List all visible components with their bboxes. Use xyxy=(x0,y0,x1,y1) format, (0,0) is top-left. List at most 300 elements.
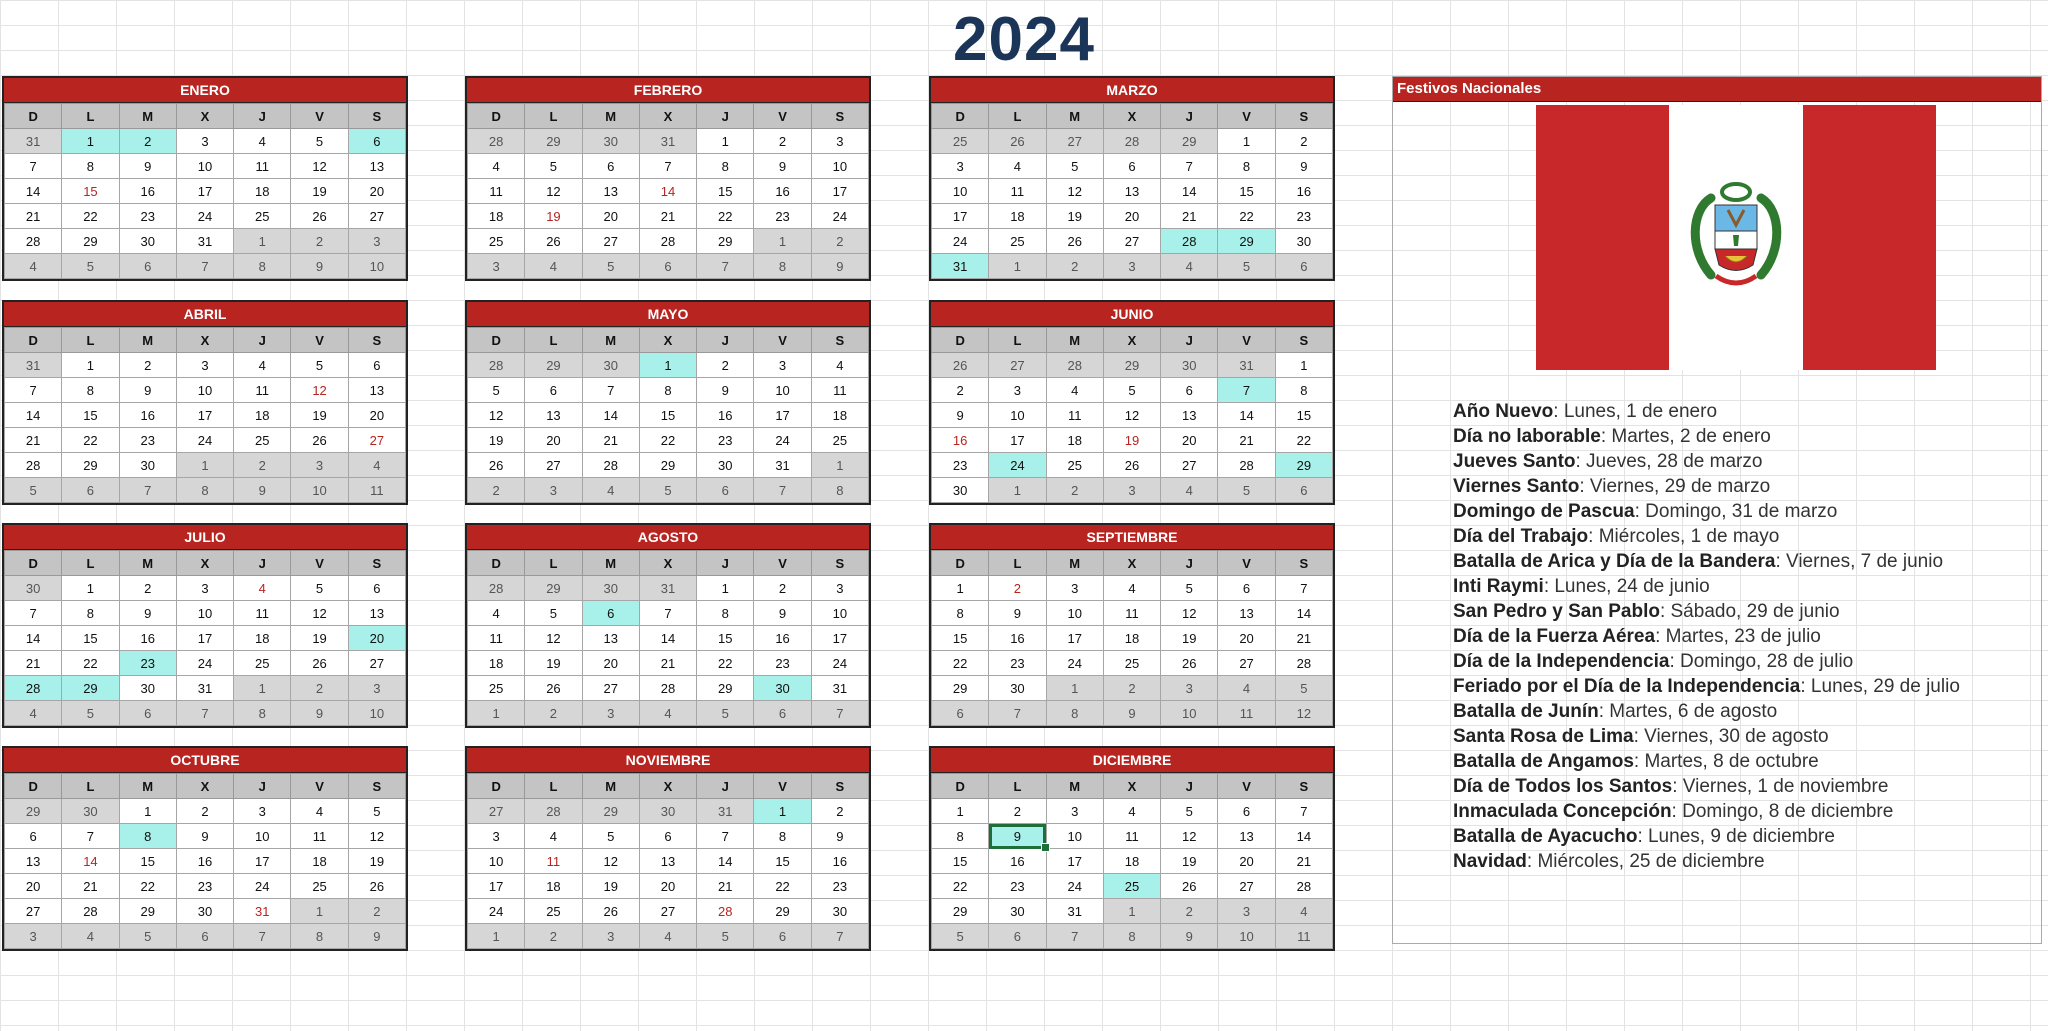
day-cell[interactable]: 6 xyxy=(932,701,989,726)
day-cell[interactable]: 11 xyxy=(234,154,291,179)
day-cell[interactable]: 23 xyxy=(932,453,989,478)
day-cell[interactable]: 9 xyxy=(348,924,405,949)
day-cell[interactable]: 18 xyxy=(1046,428,1103,453)
day-cell[interactable]: 8 xyxy=(62,601,119,626)
day-cell[interactable]: 1 xyxy=(468,924,525,949)
day-cell[interactable]: 7 xyxy=(119,478,176,503)
day-cell[interactable]: 23 xyxy=(989,651,1046,676)
weekday-header[interactable]: M xyxy=(119,551,176,576)
weekday-header[interactable]: V xyxy=(291,774,348,799)
day-cell[interactable]: 2 xyxy=(989,799,1046,824)
weekday-header[interactable]: D xyxy=(932,551,989,576)
day-cell[interactable]: 30 xyxy=(989,899,1046,924)
day-cell[interactable]: 18 xyxy=(234,626,291,651)
day-cell[interactable]: 10 xyxy=(811,601,868,626)
day-cell[interactable]: 8 xyxy=(811,478,868,503)
day-cell[interactable]: 3 xyxy=(348,229,405,254)
day-cell[interactable]: 5 xyxy=(1218,254,1275,279)
day-cell[interactable]: 20 xyxy=(348,179,405,204)
day-cell[interactable]: 17 xyxy=(1046,849,1103,874)
day-cell[interactable]: 22 xyxy=(62,428,119,453)
day-cell[interactable]: 9 xyxy=(989,824,1046,849)
day-cell[interactable]: 3 xyxy=(582,701,639,726)
day-cell[interactable]: 4 xyxy=(5,701,62,726)
weekday-header[interactable]: D xyxy=(5,104,62,129)
festivo-item[interactable] xyxy=(1453,699,2043,724)
weekday-header[interactable]: D xyxy=(932,774,989,799)
festivo-item[interactable] xyxy=(1453,824,2043,849)
day-cell[interactable]: 2 xyxy=(1275,129,1332,154)
day-cell[interactable]: 7 xyxy=(811,701,868,726)
day-cell[interactable]: 20 xyxy=(1161,428,1218,453)
day-cell[interactable]: 19 xyxy=(291,179,348,204)
day-cell[interactable]: 28 xyxy=(62,899,119,924)
day-cell[interactable]: 2 xyxy=(754,576,811,601)
festivo-item[interactable] xyxy=(1453,549,2043,574)
day-cell[interactable]: 17 xyxy=(176,626,233,651)
weekday-header[interactable]: M xyxy=(1046,774,1103,799)
day-cell[interactable]: 4 xyxy=(525,824,582,849)
day-cell[interactable]: 19 xyxy=(1103,428,1160,453)
weekday-header[interactable]: M xyxy=(582,774,639,799)
day-cell[interactable]: 6 xyxy=(1275,478,1332,503)
day-cell[interactable]: 25 xyxy=(1103,874,1160,899)
day-cell[interactable]: 9 xyxy=(1275,154,1332,179)
day-cell[interactable]: 25 xyxy=(234,651,291,676)
day-cell[interactable]: 6 xyxy=(119,254,176,279)
weekday-header[interactable]: L xyxy=(525,104,582,129)
day-cell[interactable]: 5 xyxy=(697,701,754,726)
weekday-header[interactable]: L xyxy=(989,774,1046,799)
day-cell[interactable]: 31 xyxy=(176,676,233,701)
day-cell[interactable]: 17 xyxy=(1046,626,1103,651)
day-cell[interactable]: 2 xyxy=(176,799,233,824)
day-cell[interactable]: 7 xyxy=(5,378,62,403)
weekday-header[interactable]: S xyxy=(348,551,405,576)
day-cell[interactable]: 4 xyxy=(1046,378,1103,403)
day-cell[interactable]: 23 xyxy=(1275,204,1332,229)
day-cell[interactable]: 11 xyxy=(1046,403,1103,428)
day-cell[interactable]: 27 xyxy=(5,899,62,924)
festivo-item[interactable] xyxy=(1453,574,2043,599)
day-cell[interactable]: 25 xyxy=(234,204,291,229)
day-cell[interactable]: 24 xyxy=(989,453,1046,478)
weekday-header[interactable]: M xyxy=(119,104,176,129)
day-cell[interactable]: 31 xyxy=(5,353,62,378)
day-cell[interactable]: 6 xyxy=(1161,378,1218,403)
day-cell[interactable]: 28 xyxy=(1218,453,1275,478)
day-cell[interactable]: 6 xyxy=(348,129,405,154)
weekday-header[interactable]: S xyxy=(348,104,405,129)
month-title[interactable]: MAYO xyxy=(467,302,869,327)
day-cell[interactable]: 14 xyxy=(5,626,62,651)
day-cell[interactable]: 7 xyxy=(1161,154,1218,179)
day-cell[interactable]: 22 xyxy=(119,874,176,899)
day-cell[interactable]: 31 xyxy=(932,254,989,279)
day-cell[interactable]: 19 xyxy=(468,428,525,453)
weekday-header[interactable]: S xyxy=(348,774,405,799)
weekday-header[interactable]: M xyxy=(582,551,639,576)
day-cell[interactable]: 24 xyxy=(1046,874,1103,899)
festivos-title[interactable]: Festivos Nacionales xyxy=(1393,77,2041,102)
day-cell[interactable]: 18 xyxy=(525,874,582,899)
day-cell[interactable]: 27 xyxy=(989,353,1046,378)
day-cell[interactable]: 18 xyxy=(234,179,291,204)
day-cell[interactable]: 1 xyxy=(468,701,525,726)
day-cell[interactable]: 1 xyxy=(291,899,348,924)
day-cell[interactable]: 8 xyxy=(176,478,233,503)
day-cell[interactable]: 18 xyxy=(1103,626,1160,651)
day-cell[interactable]: 4 xyxy=(1218,676,1275,701)
day-cell[interactable]: 1 xyxy=(1218,129,1275,154)
day-cell[interactable]: 2 xyxy=(1046,254,1103,279)
day-cell[interactable]: 7 xyxy=(5,154,62,179)
day-cell[interactable]: 16 xyxy=(989,626,1046,651)
day-cell[interactable]: 15 xyxy=(62,403,119,428)
day-cell[interactable]: 24 xyxy=(754,428,811,453)
day-cell[interactable]: 28 xyxy=(5,453,62,478)
weekday-header[interactable]: D xyxy=(468,551,525,576)
month-title[interactable]: ABRIL xyxy=(4,302,406,327)
day-cell[interactable]: 4 xyxy=(234,576,291,601)
day-cell[interactable]: 1 xyxy=(234,676,291,701)
day-cell[interactable]: 14 xyxy=(1161,179,1218,204)
day-cell[interactable]: 1 xyxy=(754,229,811,254)
day-cell[interactable]: 22 xyxy=(697,651,754,676)
day-cell[interactable]: 28 xyxy=(5,229,62,254)
day-cell[interactable]: 1 xyxy=(176,453,233,478)
day-cell[interactable]: 1 xyxy=(697,129,754,154)
day-cell[interactable]: 25 xyxy=(811,428,868,453)
day-cell[interactable]: 30 xyxy=(119,453,176,478)
month-title[interactable]: ENERO xyxy=(4,78,406,103)
day-cell[interactable]: 7 xyxy=(697,824,754,849)
day-cell[interactable]: 7 xyxy=(5,601,62,626)
day-cell[interactable]: 3 xyxy=(176,353,233,378)
day-cell[interactable]: 4 xyxy=(582,478,639,503)
day-cell[interactable]: 19 xyxy=(1161,849,1218,874)
day-cell[interactable]: 30 xyxy=(989,676,1046,701)
day-cell[interactable]: 5 xyxy=(582,824,639,849)
day-cell[interactable]: 12 xyxy=(1103,403,1160,428)
day-cell[interactable]: 6 xyxy=(697,478,754,503)
weekday-header[interactable]: V xyxy=(754,104,811,129)
day-cell[interactable]: 20 xyxy=(582,204,639,229)
day-cell[interactable]: 6 xyxy=(989,924,1046,949)
day-cell[interactable]: 1 xyxy=(62,576,119,601)
day-cell[interactable]: 28 xyxy=(5,676,62,701)
day-cell[interactable]: 21 xyxy=(5,204,62,229)
day-cell[interactable]: 11 xyxy=(468,179,525,204)
day-cell[interactable]: 2 xyxy=(119,129,176,154)
day-cell[interactable]: 28 xyxy=(525,799,582,824)
day-cell[interactable]: 2 xyxy=(932,378,989,403)
day-cell[interactable]: 6 xyxy=(348,576,405,601)
day-cell[interactable]: 6 xyxy=(5,824,62,849)
day-cell[interactable]: 29 xyxy=(639,453,696,478)
day-cell[interactable]: 2 xyxy=(468,478,525,503)
day-cell[interactable]: 8 xyxy=(291,924,348,949)
day-cell[interactable]: 24 xyxy=(932,229,989,254)
day-cell[interactable]: 27 xyxy=(582,229,639,254)
day-cell[interactable]: 4 xyxy=(291,799,348,824)
day-cell[interactable]: 6 xyxy=(754,701,811,726)
day-cell[interactable]: 27 xyxy=(348,651,405,676)
weekday-header[interactable]: S xyxy=(811,551,868,576)
weekday-header[interactable]: L xyxy=(989,104,1046,129)
day-cell[interactable]: 31 xyxy=(754,453,811,478)
weekday-header[interactable]: D xyxy=(5,328,62,353)
weekday-header[interactable]: X xyxy=(639,551,696,576)
day-cell[interactable]: 29 xyxy=(525,576,582,601)
day-cell[interactable]: 4 xyxy=(468,601,525,626)
day-cell[interactable]: 8 xyxy=(62,378,119,403)
festivo-item[interactable] xyxy=(1453,399,2043,424)
day-cell[interactable]: 10 xyxy=(1161,701,1218,726)
day-cell[interactable]: 17 xyxy=(234,849,291,874)
month-title[interactable]: SEPTIEMBRE xyxy=(931,525,1333,550)
day-cell[interactable]: 1 xyxy=(754,799,811,824)
day-cell[interactable]: 23 xyxy=(811,874,868,899)
weekday-header[interactable]: D xyxy=(5,551,62,576)
day-cell[interactable]: 23 xyxy=(176,874,233,899)
day-cell[interactable]: 5 xyxy=(291,576,348,601)
day-cell[interactable]: 25 xyxy=(1046,453,1103,478)
weekday-header[interactable]: S xyxy=(348,328,405,353)
day-cell[interactable]: 17 xyxy=(989,428,1046,453)
month-title[interactable]: DICIEMBRE xyxy=(931,748,1333,773)
weekday-header[interactable]: J xyxy=(697,551,754,576)
weekday-header[interactable]: V xyxy=(1218,774,1275,799)
day-cell[interactable]: 26 xyxy=(1103,453,1160,478)
day-cell[interactable]: 5 xyxy=(639,478,696,503)
day-cell[interactable]: 8 xyxy=(234,254,291,279)
day-cell[interactable]: 3 xyxy=(1046,576,1103,601)
festivo-item[interactable] xyxy=(1453,524,2043,549)
festivo-item[interactable] xyxy=(1453,749,2043,774)
day-cell[interactable]: 24 xyxy=(811,204,868,229)
day-cell[interactable]: 12 xyxy=(525,626,582,651)
day-cell[interactable]: 8 xyxy=(119,824,176,849)
day-cell[interactable]: 6 xyxy=(62,478,119,503)
day-cell[interactable]: 13 xyxy=(348,378,405,403)
day-cell[interactable]: 1 xyxy=(697,576,754,601)
day-cell[interactable]: 6 xyxy=(176,924,233,949)
day-cell[interactable]: 3 xyxy=(1103,478,1160,503)
weekday-header[interactable]: M xyxy=(582,328,639,353)
day-cell[interactable]: 9 xyxy=(1161,924,1218,949)
day-cell[interactable]: 27 xyxy=(1218,874,1275,899)
month-title[interactable]: MARZO xyxy=(931,78,1333,103)
day-cell[interactable]: 11 xyxy=(234,378,291,403)
day-cell[interactable]: 27 xyxy=(1161,453,1218,478)
day-cell[interactable]: 3 xyxy=(468,254,525,279)
day-cell[interactable]: 3 xyxy=(582,924,639,949)
day-cell[interactable]: 15 xyxy=(697,179,754,204)
day-cell[interactable]: 4 xyxy=(234,129,291,154)
day-cell[interactable]: 17 xyxy=(176,403,233,428)
day-cell[interactable]: 24 xyxy=(176,204,233,229)
day-cell[interactable]: 7 xyxy=(1046,924,1103,949)
festivo-item[interactable] xyxy=(1453,674,2043,699)
day-cell[interactable]: 20 xyxy=(348,403,405,428)
weekday-header[interactable]: V xyxy=(1218,328,1275,353)
day-cell[interactable]: 30 xyxy=(1275,229,1332,254)
day-cell[interactable]: 4 xyxy=(1161,254,1218,279)
day-cell[interactable]: 9 xyxy=(754,601,811,626)
day-cell[interactable]: 8 xyxy=(932,824,989,849)
day-cell[interactable]: 1 xyxy=(1103,899,1160,924)
weekday-header[interactable]: V xyxy=(754,551,811,576)
festivo-item[interactable] xyxy=(1453,449,2043,474)
day-cell[interactable]: 17 xyxy=(932,204,989,229)
day-cell[interactable]: 30 xyxy=(582,353,639,378)
day-cell[interactable]: 2 xyxy=(1103,676,1160,701)
day-cell[interactable]: 2 xyxy=(291,229,348,254)
day-cell[interactable]: 21 xyxy=(1275,849,1332,874)
day-cell[interactable]: 5 xyxy=(1275,676,1332,701)
month-title[interactable]: FEBRERO xyxy=(467,78,869,103)
day-cell[interactable]: 21 xyxy=(639,651,696,676)
day-cell[interactable]: 18 xyxy=(468,651,525,676)
day-cell[interactable]: 5 xyxy=(697,924,754,949)
day-cell[interactable]: 26 xyxy=(932,353,989,378)
weekday-header[interactable]: X xyxy=(176,551,233,576)
day-cell[interactable]: 6 xyxy=(582,601,639,626)
day-cell[interactable]: 8 xyxy=(1218,154,1275,179)
day-cell[interactable]: 8 xyxy=(639,378,696,403)
day-cell[interactable]: 27 xyxy=(348,428,405,453)
festivo-item[interactable] xyxy=(1453,474,2043,499)
day-cell[interactable]: 16 xyxy=(811,849,868,874)
day-cell[interactable]: 8 xyxy=(62,154,119,179)
day-cell[interactable]: 2 xyxy=(1046,478,1103,503)
weekday-header[interactable]: X xyxy=(176,104,233,129)
day-cell[interactable]: 29 xyxy=(932,899,989,924)
day-cell[interactable]: 19 xyxy=(525,204,582,229)
day-cell[interactable]: 11 xyxy=(1103,601,1160,626)
day-cell[interactable]: 5 xyxy=(5,478,62,503)
day-cell[interactable]: 10 xyxy=(176,378,233,403)
day-cell[interactable]: 29 xyxy=(62,229,119,254)
day-cell[interactable]: 29 xyxy=(525,129,582,154)
day-cell[interactable]: 4 xyxy=(62,924,119,949)
day-cell[interactable]: 2 xyxy=(989,576,1046,601)
day-cell[interactable]: 14 xyxy=(1275,824,1332,849)
day-cell[interactable]: 3 xyxy=(811,576,868,601)
day-cell[interactable]: 3 xyxy=(1046,799,1103,824)
festivo-item[interactable] xyxy=(1453,649,2043,674)
day-cell[interactable]: 5 xyxy=(291,129,348,154)
day-cell[interactable]: 11 xyxy=(811,378,868,403)
day-cell[interactable]: 17 xyxy=(811,626,868,651)
day-cell[interactable]: 3 xyxy=(1103,254,1160,279)
day-cell[interactable]: 26 xyxy=(291,204,348,229)
weekday-header[interactable]: D xyxy=(932,104,989,129)
day-cell[interactable]: 1 xyxy=(1275,353,1332,378)
day-cell[interactable]: 8 xyxy=(1046,701,1103,726)
weekday-header[interactable]: L xyxy=(62,774,119,799)
weekday-header[interactable]: L xyxy=(525,328,582,353)
day-cell[interactable]: 6 xyxy=(1275,254,1332,279)
day-cell[interactable]: 15 xyxy=(932,849,989,874)
day-cell[interactable]: 15 xyxy=(119,849,176,874)
day-cell[interactable]: 28 xyxy=(1046,353,1103,378)
day-cell[interactable]: 2 xyxy=(697,353,754,378)
day-cell[interactable]: 14 xyxy=(5,179,62,204)
day-cell[interactable]: 14 xyxy=(5,403,62,428)
day-cell[interactable]: 9 xyxy=(234,478,291,503)
day-cell[interactable]: 30 xyxy=(62,799,119,824)
day-cell[interactable]: 13 xyxy=(582,179,639,204)
day-cell[interactable]: 10 xyxy=(989,403,1046,428)
day-cell[interactable]: 5 xyxy=(1046,154,1103,179)
day-cell[interactable]: 26 xyxy=(1046,229,1103,254)
day-cell[interactable]: 6 xyxy=(1218,799,1275,824)
festivo-item[interactable] xyxy=(1453,624,2043,649)
day-cell[interactable]: 1 xyxy=(62,129,119,154)
day-cell[interactable]: 9 xyxy=(754,154,811,179)
day-cell[interactable]: 7 xyxy=(754,478,811,503)
day-cell[interactable]: 1 xyxy=(119,799,176,824)
day-cell[interactable]: 27 xyxy=(1218,651,1275,676)
weekday-header[interactable]: M xyxy=(119,328,176,353)
day-cell[interactable]: 1 xyxy=(989,478,1046,503)
weekday-header[interactable]: V xyxy=(291,104,348,129)
day-cell[interactable]: 7 xyxy=(176,254,233,279)
day-cell[interactable]: 6 xyxy=(1218,576,1275,601)
day-cell[interactable]: 21 xyxy=(1161,204,1218,229)
day-cell[interactable]: 25 xyxy=(234,428,291,453)
day-cell[interactable]: 25 xyxy=(468,676,525,701)
day-cell[interactable]: 4 xyxy=(348,453,405,478)
weekday-header[interactable]: L xyxy=(62,551,119,576)
day-cell[interactable]: 28 xyxy=(1275,874,1332,899)
day-cell[interactable]: 23 xyxy=(989,874,1046,899)
day-cell[interactable]: 9 xyxy=(291,254,348,279)
day-cell[interactable]: 12 xyxy=(291,154,348,179)
day-cell[interactable]: 25 xyxy=(1103,651,1160,676)
day-cell[interactable]: 22 xyxy=(1275,428,1332,453)
weekday-header[interactable]: M xyxy=(1046,551,1103,576)
day-cell[interactable]: 21 xyxy=(639,204,696,229)
day-cell[interactable]: 18 xyxy=(811,403,868,428)
weekday-header[interactable]: X xyxy=(1103,774,1160,799)
day-cell[interactable]: 19 xyxy=(348,849,405,874)
day-cell[interactable]: 10 xyxy=(754,378,811,403)
day-cell[interactable]: 2 xyxy=(348,899,405,924)
day-cell[interactable]: 30 xyxy=(119,676,176,701)
weekday-header[interactable]: V xyxy=(754,774,811,799)
weekday-header[interactable]: J xyxy=(1161,104,1218,129)
day-cell[interactable]: 25 xyxy=(989,229,1046,254)
weekday-header[interactable]: L xyxy=(525,774,582,799)
day-cell[interactable]: 9 xyxy=(291,701,348,726)
day-cell[interactable]: 29 xyxy=(1218,229,1275,254)
day-cell[interactable]: 5 xyxy=(1218,478,1275,503)
month-title[interactable]: JUNIO xyxy=(931,302,1333,327)
day-cell[interactable]: 22 xyxy=(62,651,119,676)
day-cell[interactable]: 12 xyxy=(291,601,348,626)
day-cell[interactable]: 14 xyxy=(1218,403,1275,428)
day-cell[interactable]: 4 xyxy=(989,154,1046,179)
day-cell[interactable]: 20 xyxy=(1218,626,1275,651)
day-cell[interactable]: 29 xyxy=(1275,453,1332,478)
day-cell[interactable]: 2 xyxy=(525,701,582,726)
day-cell[interactable]: 29 xyxy=(697,676,754,701)
day-cell[interactable]: 28 xyxy=(468,576,525,601)
day-cell[interactable]: 18 xyxy=(468,204,525,229)
